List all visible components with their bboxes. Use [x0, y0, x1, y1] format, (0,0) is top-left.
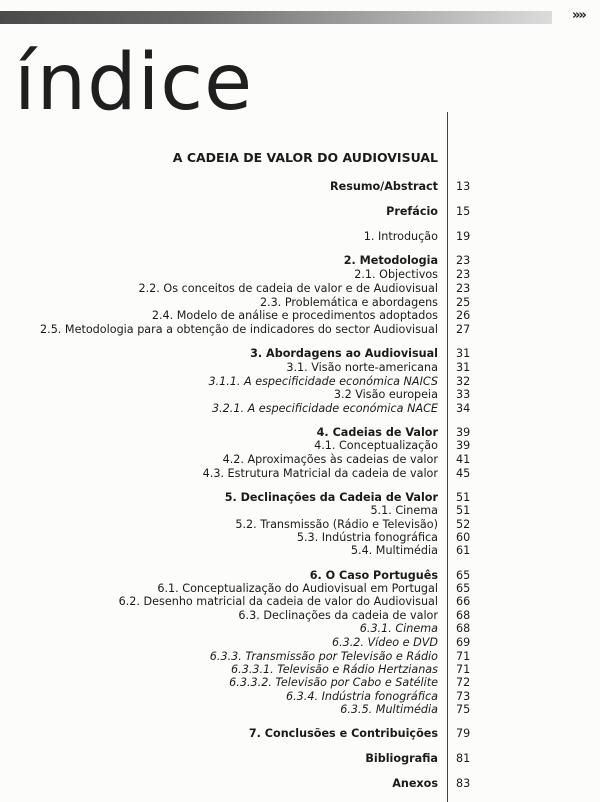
toc-entry[interactable]	[0, 347, 600, 360]
toc-entry[interactable]	[0, 650, 600, 663]
toc-entry-label: 5.2. Transmissão (Rádio e Televisão)	[235, 518, 438, 531]
toc-entry-label: 7. Conclusões e Contribuições	[248, 727, 438, 740]
toc-entry-page: 27	[456, 323, 471, 336]
toc-entry-page: 65	[456, 582, 471, 595]
toc-entry[interactable]	[0, 254, 600, 267]
toc-entry-label: 4.2. Aproximações às cadeias de valor	[222, 453, 438, 466]
toc-entry-page: 79	[456, 727, 471, 740]
toc-entry-page: 68	[456, 609, 471, 622]
toc-entry[interactable]	[0, 752, 600, 765]
toc-entry[interactable]	[0, 609, 600, 622]
header-bar	[0, 11, 552, 24]
toc-entry-label: 3.1. Visão norte-americana	[286, 361, 438, 374]
toc-entry[interactable]	[0, 268, 600, 281]
toc-entry[interactable]	[0, 518, 600, 531]
toc-entry-page: 51	[456, 504, 471, 517]
toc-entry-page: 26	[456, 309, 471, 322]
toc-entry-page: 69	[456, 636, 471, 649]
toc-entry[interactable]	[0, 582, 600, 595]
toc-entry[interactable]	[0, 296, 600, 309]
toc-entry-label: 2.2. Os conceitos de cadeia de valor e de Audiovisual	[138, 282, 438, 295]
toc-entry[interactable]	[0, 727, 600, 740]
toc-entry-page: 19	[456, 230, 471, 243]
toc-entry-label: 6.3.3. Transmissão por Televisão e Rádio	[209, 650, 438, 663]
toc-entry[interactable]	[0, 205, 600, 218]
toc-entry-page: 23	[456, 268, 471, 281]
toc-entry[interactable]	[0, 569, 600, 582]
toc-entry-label: 5.4. Multimédia	[350, 544, 438, 557]
toc-entry-label: 6.2. Desenho matricial da cadeia de valor do Audiovisual	[118, 595, 438, 608]
toc-entry[interactable]	[0, 323, 600, 336]
toc-entry[interactable]	[0, 439, 600, 452]
toc-entry[interactable]	[0, 361, 600, 374]
toc-entry[interactable]	[0, 282, 600, 295]
toc-entry-label: 2.4. Modelo de análise e procedimentos adoptados	[151, 309, 438, 322]
toc-entry-label: 3. Abordagens ao Audiovisual	[250, 347, 438, 360]
toc-entry-label: 4.1. Conceptualização	[314, 439, 438, 452]
toc-entry-label: 4.3. Estrutura Matricial da cadeia de valor	[202, 467, 438, 480]
toc-entry-label: 3.2 Visão europeia	[333, 388, 438, 401]
toc-entry-page: 71	[456, 650, 471, 663]
toc-entry-label: 2. Metodologia	[343, 254, 438, 267]
toc-entry-label: 6.3.5. Multimédia	[340, 703, 438, 716]
toc-entry-label: 2.5. Metodologia para a obtenção de indicadores do sector Audiovisual	[40, 323, 438, 336]
toc-entry-label: Prefácio	[386, 205, 438, 218]
toc-entry-label: 6.3.1. Cinema	[359, 622, 438, 635]
next-page-icon[interactable]: »»	[572, 8, 585, 23]
toc-entry-page: 60	[456, 531, 471, 544]
toc-entry[interactable]	[0, 663, 600, 676]
toc-entry-label: 3.1.1. A especificidade económica NAICS	[208, 375, 438, 388]
toc-entry-page: 13	[456, 180, 471, 193]
toc-entry-page: 23	[456, 254, 471, 267]
toc-entry[interactable]	[0, 777, 600, 790]
toc-entry[interactable]	[0, 504, 600, 517]
toc-entry-page: 75	[456, 703, 471, 716]
toc-entry[interactable]	[0, 676, 600, 689]
toc-entry[interactable]	[0, 453, 600, 466]
toc-entry[interactable]	[0, 467, 600, 480]
toc-entry-label: 1. Introdução	[363, 230, 438, 243]
toc-entry-page: 68	[456, 622, 471, 635]
toc-entry-label: 6.3.2. Vídeo e DVD	[331, 636, 438, 649]
toc-entry[interactable]	[0, 531, 600, 544]
toc-entry-page: 52	[456, 518, 471, 531]
toc-entry[interactable]	[0, 491, 600, 504]
toc-entry-label: 6. O Caso Português	[309, 569, 438, 582]
toc-entry-page: 72	[456, 676, 471, 689]
toc-entry-label: 6.3.4. Indústria fonográfica	[285, 690, 438, 703]
toc-entry-label: Resumo/Abstract	[330, 180, 438, 193]
toc-entry-page: 81	[456, 752, 471, 765]
toc-entry-page: 39	[456, 439, 471, 452]
toc-entry-page: 39	[456, 426, 471, 439]
toc-entry[interactable]	[0, 309, 600, 322]
toc-entry-page: 33	[456, 388, 471, 401]
toc-entry[interactable]	[0, 690, 600, 703]
toc-entry-page: 25	[456, 296, 471, 309]
toc-entry-page: 65	[456, 569, 471, 582]
toc-entry-page: 66	[456, 595, 471, 608]
toc-entry[interactable]	[0, 180, 600, 193]
toc-entry-page: 71	[456, 663, 471, 676]
toc-entry-page: 34	[456, 402, 471, 415]
toc-entry-page: 23	[456, 282, 471, 295]
toc-entry-label: 5. Declinações da Cadeia de Valor	[224, 491, 438, 504]
toc-entry-label: 4. Cadeias de Valor	[316, 426, 438, 439]
toc-entry[interactable]	[0, 544, 600, 557]
toc-entry-page: 15	[456, 205, 471, 218]
toc-entry-page: 31	[456, 361, 471, 374]
toc-entry-page: 45	[456, 467, 471, 480]
toc-entry-label: 3.2.1. A especificidade económica NACE	[211, 402, 438, 415]
toc-entry-label: 5.3. Indústria fonográfica	[296, 531, 438, 544]
toc-entry-page: 32	[456, 375, 471, 388]
section-heading: A CADEIA DE VALOR DO AUDIOVISUAL	[172, 150, 438, 165]
toc-entry-label: 2.3. Problemática e abordagens	[259, 296, 438, 309]
toc-entry-label: 6.1. Conceptualização do Audiovisual em Portugal	[157, 582, 438, 595]
toc-entry[interactable]	[0, 388, 600, 401]
toc-entry-label: 6.3. Declinações da cadeia de valor	[238, 609, 438, 622]
toc-entry-page: 51	[456, 491, 471, 504]
toc-entry[interactable]	[0, 595, 600, 608]
toc-entry-label: 6.3.3.1. Televisão e Rádio Hertzianas	[231, 663, 438, 676]
toc-entry-label: 2.1. Objectivos	[354, 268, 438, 281]
toc-entry[interactable]	[0, 622, 600, 635]
toc-entry[interactable]	[0, 402, 600, 415]
page-title: índice	[14, 38, 254, 128]
toc-entry-label: 5.1. Cinema	[370, 504, 438, 517]
toc-entry[interactable]	[0, 636, 600, 649]
toc-entry-page: 83	[456, 777, 471, 790]
toc-entry-page: 41	[456, 453, 471, 466]
toc-entry[interactable]	[0, 230, 600, 243]
toc-entry[interactable]	[0, 426, 600, 439]
toc-entry[interactable]	[0, 703, 600, 716]
toc-entry-label: 6.3.3.2. Televisão por Cabo e Satélite	[229, 676, 438, 689]
toc-entry-label: Bibliografia	[365, 752, 438, 765]
toc-entry-page: 31	[456, 347, 471, 360]
toc-entry-page: 73	[456, 690, 471, 703]
toc-entry-label: Anexos	[392, 777, 438, 790]
toc-entry[interactable]	[0, 375, 600, 388]
toc-entry-page: 61	[456, 544, 471, 557]
